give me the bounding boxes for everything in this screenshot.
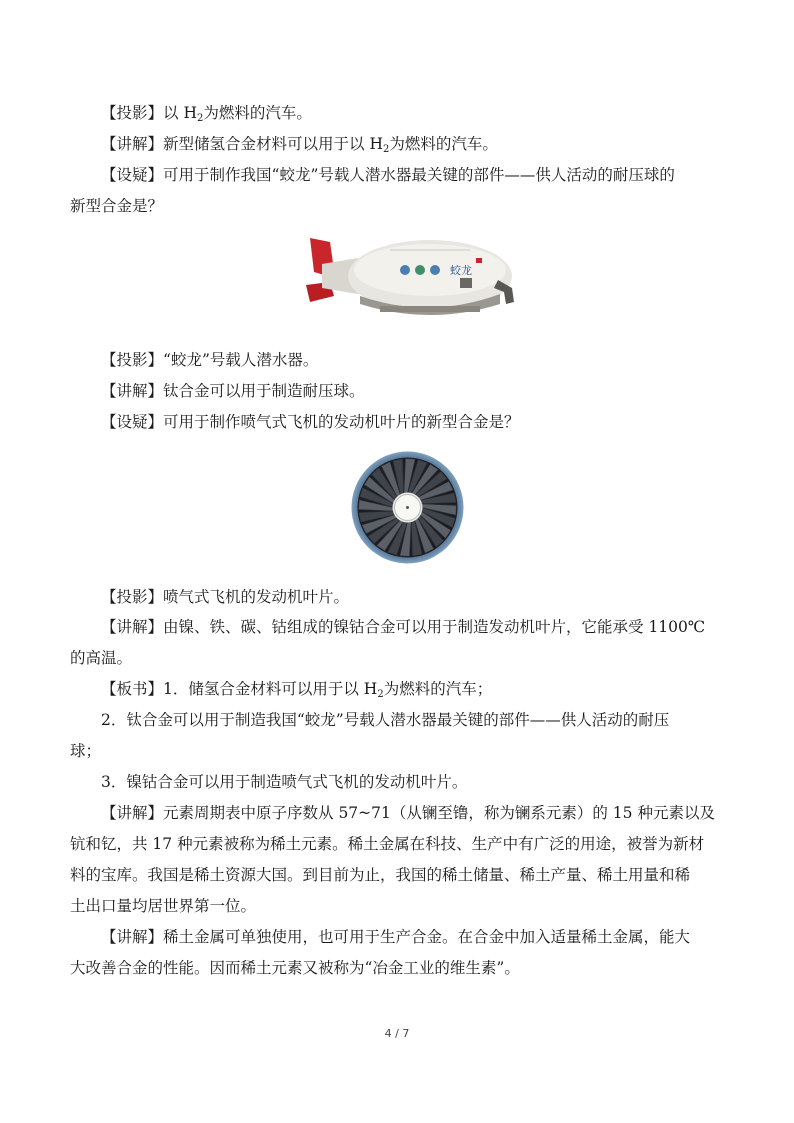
paragraph-explain-4 [70,798,725,829]
text: 元素周期表中原子序数从 57~71（从镧至镥，称为镧系元素）的 15 种元素以及 [163,804,715,822]
paragraph-explain-4-l2 [70,829,725,860]
paragraph-explain-5-cont [70,953,725,984]
text: 1．储氢合金材料可以用于以 H [163,680,378,698]
svg-text:蛟龙: 蛟龙 [450,264,472,277]
text: “蛟龙”号载人潜水器。 [163,351,319,369]
text: 球； [70,742,102,760]
label: 【设疑】 [101,413,164,431]
paragraph-question-1-cont [70,191,725,222]
text: 新型合金是？ [70,197,164,215]
label: 【讲解】 [101,928,164,946]
submarine-photo [300,230,520,325]
text: 稀土金属可单独使用，也可用于生产合金。在合金中加入适量稀土金属，能大 [163,928,691,946]
submarine-icon [300,230,520,325]
text: 大改善合金的性能。因而稀土元素又被称为“冶金工业的维生素”。 [70,959,520,977]
text: 可用于制作喷气式飞机的发动机叶片的新型合金是？ [163,413,520,431]
text: 为燃料的汽车。 [389,135,498,153]
paragraph-question-1 [70,160,725,191]
paragraph-projection-3 [70,582,725,613]
label: 【讲解】 [101,135,164,153]
text: 的高温。 [70,649,133,667]
paragraph-board-2-cont [70,736,725,767]
subscript: 2 [196,113,204,124]
paragraph-explain-4-l4 [70,891,725,922]
paragraph-board-2 [70,705,725,736]
paragraph-projection-1 [70,98,725,129]
text: 料的宝库。我国是稀土资源大国。到目前为止，我国的稀土储量、稀土产量、稀土用量和稀 [70,866,691,884]
paragraph-explain-3-cont [70,643,725,674]
text: 钪和钇，共 17 种元素被称为稀土元素。稀土金属在科技、生产中有广泛的用途，被誉为新材 [70,835,705,853]
paragraph-explain-3 [70,612,725,643]
paragraph-question-2 [70,407,725,438]
paragraph-explain-5 [70,922,725,953]
paragraph-explain-4-l3 [70,860,725,891]
label: 【板书】 [101,680,164,698]
paragraph-board-3 [70,767,725,798]
text: 2．钛合金可以用于制造我国“蛟龙”号载人潜水器最关键的部件——供人活动的耐压 [101,711,670,729]
text: 喷气式飞机的发动机叶片。 [163,588,350,606]
paragraph-explain-1 [70,129,725,160]
text: 新型储氢合金材料可以用于以 H [163,135,383,153]
text: 3．镍钴合金可以用于制造喷气式飞机的发动机叶片。 [101,773,468,791]
label: 【投影】 [101,588,164,606]
label: 【投影】 [101,104,164,122]
label: 【投影】 [101,351,164,369]
jet-engine-fan-photo [350,450,465,565]
text: 钛合金可以用于制造耐压球。 [163,382,365,400]
text: 可用于制作我国“蛟龙”号载人潜水器最关键的部件——供人活动的耐压球的 [163,166,675,184]
page-number: 4 / 7 [384,1027,410,1040]
label: 【讲解】 [101,618,164,636]
text: 为燃料的汽车； [383,680,493,698]
label: 【设疑】 [101,166,164,184]
label: 【讲解】 [101,382,164,400]
label: 【讲解】 [101,804,164,822]
text: 由镍、铁、碳、钴组成的镍钴合金可以用于制造发动机叶片，它能承受 1100℃ [163,618,706,636]
subscript: 2 [377,689,384,700]
jet-engine-fan-icon [350,450,465,565]
text: 为燃料的汽车。 [203,104,312,122]
paragraph-projection-2 [70,345,725,376]
paragraph-board-1 [70,674,725,705]
subscript: 2 [382,144,390,155]
paragraph-explain-2 [70,376,725,407]
text: 土出口量均居世界第一位。 [70,897,257,915]
text: 以 H [163,104,197,122]
